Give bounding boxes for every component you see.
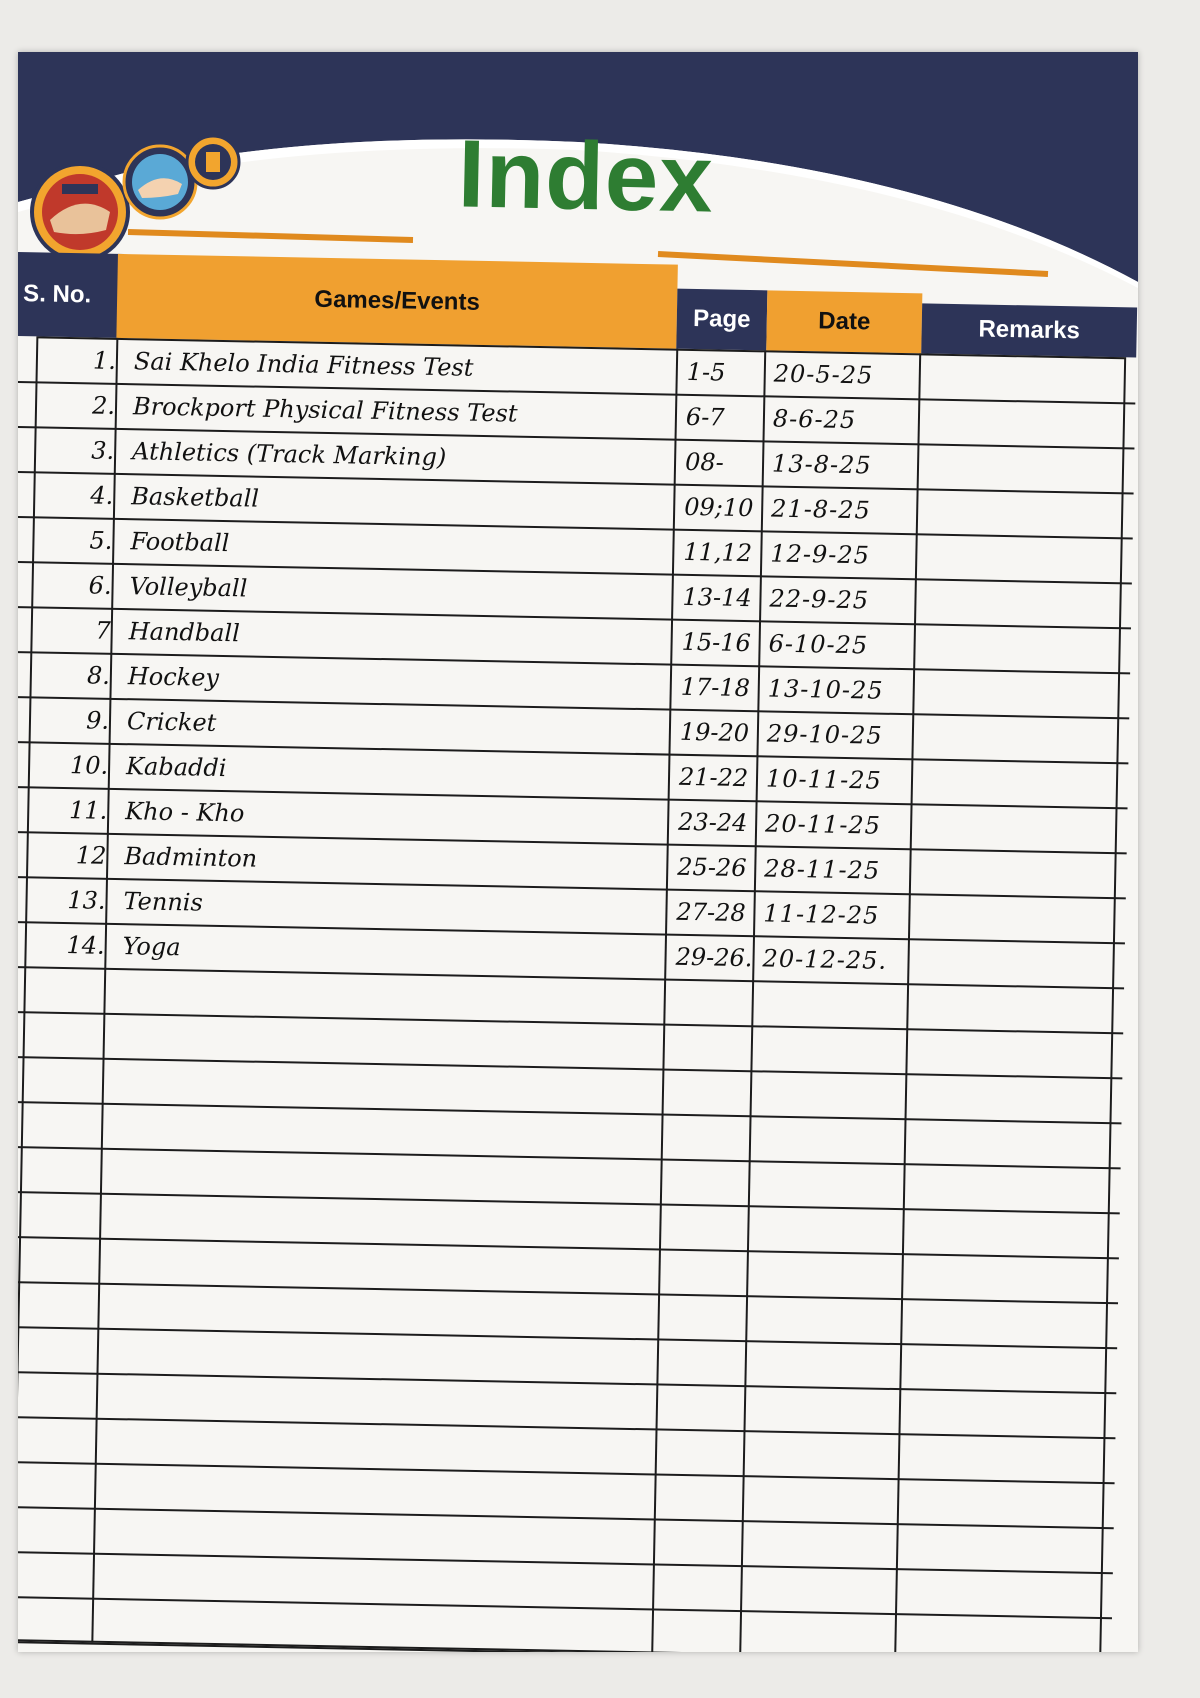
page-cell: 25-26 [677, 852, 747, 883]
column-header-date: Date [766, 290, 922, 353]
page-cell [662, 1294, 749, 1341]
serial-number-cell [25, 1416, 106, 1463]
remarks-cell [898, 1523, 1099, 1572]
remarks-cell [912, 803, 1113, 852]
serial-number-cell: 4. [90, 481, 114, 510]
serial-number-cell: 12 [75, 841, 107, 870]
serial-number-cell: 5. [89, 526, 113, 555]
remarks-cell [911, 848, 1112, 897]
page-cell [656, 1609, 743, 1652]
date-cell [753, 980, 912, 1028]
remarks-cell [915, 623, 1116, 672]
date-cell: 10-11-25 [765, 764, 883, 795]
remarks-cell [914, 668, 1115, 717]
remarks-cell [907, 1028, 1108, 1077]
remarks-cell [903, 1253, 1104, 1302]
column-header-games: Games/Events [116, 254, 678, 349]
remarks-cell [904, 1208, 1105, 1257]
game-event-cell: Badminton [124, 842, 258, 873]
serial-number-cell: 3. [91, 436, 115, 465]
game-event-cell: Football [130, 527, 230, 558]
column-header-page: Page [676, 289, 767, 351]
serial-number-cell: 7 [95, 616, 112, 645]
game-event-cell [101, 1598, 660, 1652]
remarks-cell [919, 398, 1120, 447]
date-cell: 29-10-25 [766, 719, 883, 750]
page-cell [663, 1249, 750, 1296]
date-cell: 22-9-25 [769, 584, 870, 615]
remarks-cell [920, 353, 1121, 402]
column-header-sno: S. No. [18, 252, 124, 338]
page-cell: 21-22 [678, 762, 749, 793]
serial-number-cell [31, 1101, 112, 1148]
remarks-cell [919, 443, 1120, 492]
date-cell [752, 1025, 911, 1073]
game-event-cell: Sai Khelo India Fitness Test [133, 347, 474, 382]
remarks-cell [900, 1388, 1101, 1437]
serial-number-cell: 2. [91, 391, 116, 420]
page-cell [660, 1429, 747, 1476]
sport-medallion-large [32, 164, 128, 260]
serial-number-cell [21, 1596, 102, 1643]
game-event-cell: Athletics (Track Marking) [131, 437, 447, 472]
serial-number-cell: 10. [69, 751, 109, 780]
date-cell: 20-5-25 [773, 359, 874, 390]
date-cell: 11-12-25 [763, 899, 880, 930]
remarks-cell [900, 1433, 1101, 1482]
remarks-cell [909, 938, 1110, 987]
serial-number-cell [29, 1191, 110, 1238]
page-cell: 6-7 [685, 402, 725, 432]
page-cell: 17-18 [680, 672, 751, 703]
serial-number-cell: 6. [88, 571, 112, 600]
game-event-cell: Tennis [123, 887, 204, 917]
serial-number-cell [27, 1281, 108, 1328]
remarks-cell [896, 1613, 1097, 1652]
game-event-cell: Brockport Physical Fitness Test [132, 392, 518, 428]
page-cell: 13-14 [682, 582, 752, 613]
game-event-cell: Yoga [122, 932, 181, 962]
page-cell [661, 1384, 748, 1431]
page-cell [665, 1159, 752, 1206]
sport-medallion-small [187, 136, 239, 188]
page-cell [668, 979, 755, 1026]
serial-number-cell [24, 1461, 105, 1508]
date-cell: 6-10-25 [768, 629, 869, 660]
remarks-cell [916, 578, 1117, 627]
remarks-cell [906, 1118, 1107, 1167]
page-cell [659, 1474, 746, 1521]
serial-number-cell: 11. [68, 796, 108, 825]
date-cell [746, 1385, 905, 1433]
date-cell: 20-12-25. [762, 944, 888, 975]
page-cell [667, 1069, 754, 1116]
date-cell: 8-6-25 [772, 404, 857, 435]
remarks-cell [905, 1163, 1106, 1212]
remarks-cell [917, 533, 1118, 582]
remarks-cell [913, 758, 1114, 807]
page-cell [666, 1114, 753, 1161]
date-cell [741, 1610, 900, 1652]
date-cell [742, 1565, 901, 1613]
serial-number-cell [27, 1326, 108, 1373]
game-event-cell: Kho - Kho [125, 797, 245, 828]
date-cell [748, 1250, 907, 1298]
serial-number-cell [22, 1551, 103, 1598]
serial-number-cell [23, 1506, 104, 1553]
remarks-cell [913, 713, 1114, 762]
page-cell: 27-28 [676, 897, 746, 928]
game-event-cell: Cricket [126, 707, 217, 737]
date-cell [744, 1475, 903, 1523]
game-event-cell: Basketball [131, 482, 260, 513]
serial-number-cell [33, 966, 114, 1013]
page-cell: 11,12 [683, 537, 753, 568]
index-table [18, 252, 1138, 1652]
remarks-cell [902, 1298, 1103, 1347]
date-cell [750, 1160, 909, 1208]
game-event-cell: Volleyball [129, 572, 248, 603]
date-cell [751, 1115, 910, 1163]
serial-number-cell: 1. [92, 346, 117, 375]
game-event-cell: Handball [128, 617, 241, 648]
date-cell: 13-8-25 [771, 449, 872, 480]
title-rule-left [128, 232, 413, 240]
date-cell: 28-11-25 [764, 854, 881, 885]
serial-number-cell [26, 1371, 107, 1418]
page-title: Index [456, 120, 715, 233]
page-cell: 19-20 [679, 717, 750, 748]
date-cell [749, 1205, 908, 1253]
serial-number-cell: 9. [85, 706, 110, 735]
date-cell [746, 1340, 905, 1388]
date-cell [745, 1430, 904, 1478]
serial-number-cell [30, 1146, 111, 1193]
date-cell [752, 1070, 911, 1118]
date-cell: 21-8-25 [770, 494, 872, 525]
remarks-cell [908, 983, 1109, 1032]
date-cell: 20-11-25 [764, 809, 882, 840]
date-cell: 13-10-25 [767, 674, 884, 705]
game-event-cell: Kabaddi [125, 752, 227, 783]
page-cell [657, 1564, 744, 1611]
date-cell [743, 1520, 902, 1568]
page-cell: 1-5 [686, 357, 726, 387]
date-cell [747, 1295, 906, 1343]
remarks-cell [901, 1343, 1102, 1392]
serial-number-cell: 8. [86, 661, 111, 690]
page-cell: 08- [684, 447, 725, 477]
page-cell [667, 1024, 754, 1071]
page-cell [661, 1339, 748, 1386]
page-cell [664, 1204, 751, 1251]
remarks-cell [918, 488, 1119, 537]
remarks-cell [910, 893, 1111, 942]
page-cell: 29-26. [675, 942, 753, 973]
date-cell: 12-9-25 [770, 539, 871, 570]
remarks-cell [897, 1568, 1098, 1617]
page-cell: 15-16 [681, 627, 752, 658]
game-event-cell: Hockey [127, 662, 220, 692]
page-cell: 23-24 [677, 807, 748, 838]
page-cell: 09;10 [683, 492, 754, 523]
serial-number-cell: 14. [66, 931, 105, 960]
serial-number-cell [32, 1056, 113, 1103]
serial-number-cell: 13. [67, 886, 106, 915]
serial-number-cell [28, 1236, 109, 1283]
swimmer-medallion [124, 146, 196, 218]
column-header-remarks: Remarks [921, 303, 1137, 357]
page-cell [658, 1519, 745, 1566]
notebook-page [18, 52, 1138, 1652]
serial-number-cell [33, 1011, 114, 1058]
remarks-cell [899, 1478, 1100, 1527]
remarks-cell [907, 1073, 1108, 1122]
